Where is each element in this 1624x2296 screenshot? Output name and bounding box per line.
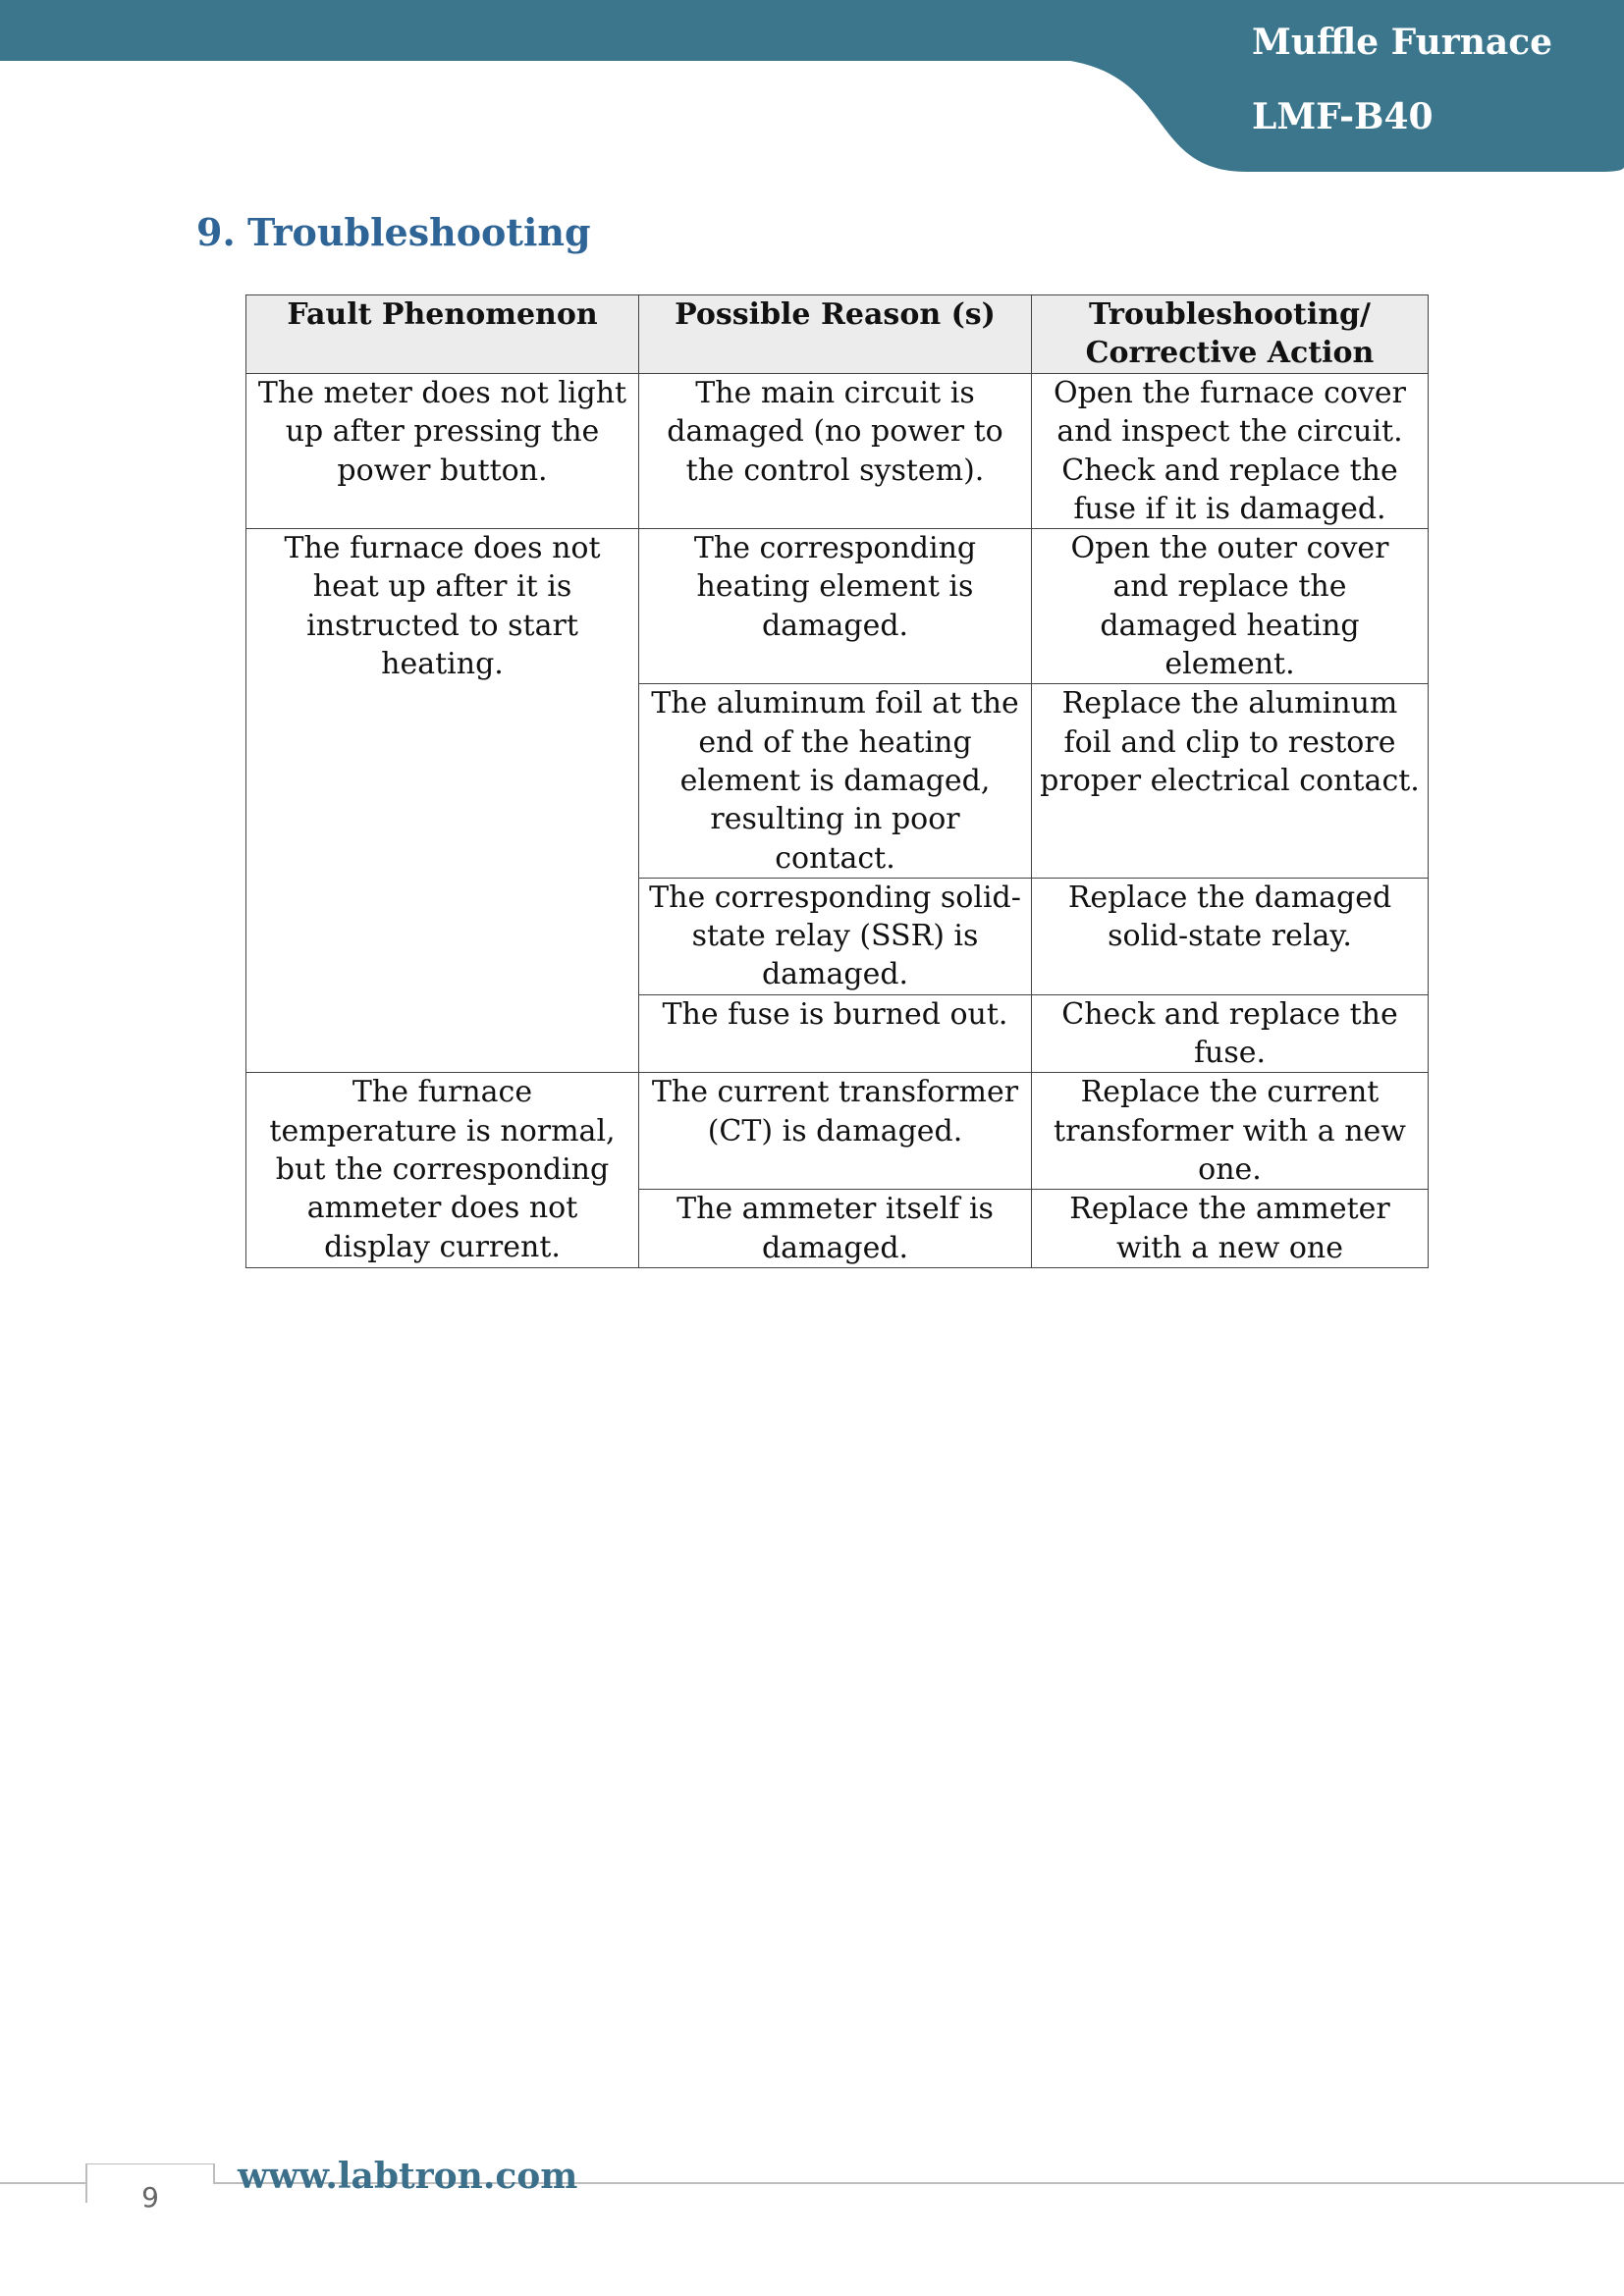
action-cell: Replace the ammeter with a new one: [1032, 1190, 1429, 1268]
fault-cell: The furnace does not heat up after it is instructed to start heating.: [246, 529, 639, 1073]
action-cell: Replace the aluminum foil and clip to restore proper electrical contact.: [1032, 684, 1429, 878]
action-cell: Open the furnace cover and inspect the circuit. Check and replace the fuse if it is damaged.: [1032, 374, 1429, 529]
reason-cell: The aluminum foil at the end of the heating element is damaged, resulting in poor contact.: [639, 684, 1032, 878]
reason-cell: The fuse is burned out.: [639, 994, 1032, 1073]
table-row: [246, 1073, 1429, 1190]
page-number: 9: [141, 2181, 159, 2214]
fault-cell: The furnace temperature is normal, but the corresponding ammeter does not display current.: [246, 1073, 639, 1267]
reason-cell: The ammeter itself is damaged.: [639, 1190, 1032, 1268]
column-header-fault: Fault Phenomenon: [246, 295, 639, 374]
column-header-reason: Possible Reason (s): [639, 295, 1032, 374]
action-cell: Replace the damaged solid-state relay.: [1032, 878, 1429, 994]
table-row: [246, 529, 1429, 684]
column-header-action: Troubleshooting/ Corrective Action: [1032, 295, 1429, 374]
header-model: LMF-B40: [1252, 96, 1434, 137]
section-title: Troubleshooting: [247, 210, 591, 254]
reason-cell: The current transformer (CT) is damaged.: [639, 1073, 1032, 1190]
action-cell: Replace the current transformer with a new one.: [1032, 1073, 1429, 1190]
action-cell: Check and replace the fuse.: [1032, 994, 1429, 1073]
table-header-row: [246, 295, 1429, 374]
section-number: 9.: [196, 210, 236, 254]
fault-cell: The meter does not light up after pressing the power button.: [246, 374, 639, 529]
reason-cell: The corresponding heating element is damaged.: [639, 529, 1032, 684]
reason-cell: The main circuit is damaged (no power to the control system).: [639, 374, 1032, 529]
header-title: Muffle Furnace: [1252, 22, 1553, 63]
section-heading: [196, 210, 591, 254]
table-row: [246, 374, 1429, 529]
reason-cell: The corresponding solid-state relay (SSR) is damaged.: [639, 878, 1032, 994]
footer-website-link[interactable]: www.labtron.com: [238, 2156, 578, 2197]
troubleshooting-table: [245, 294, 1429, 1268]
action-cell: Open the outer cover and replace the damaged heating element.: [1032, 529, 1429, 684]
